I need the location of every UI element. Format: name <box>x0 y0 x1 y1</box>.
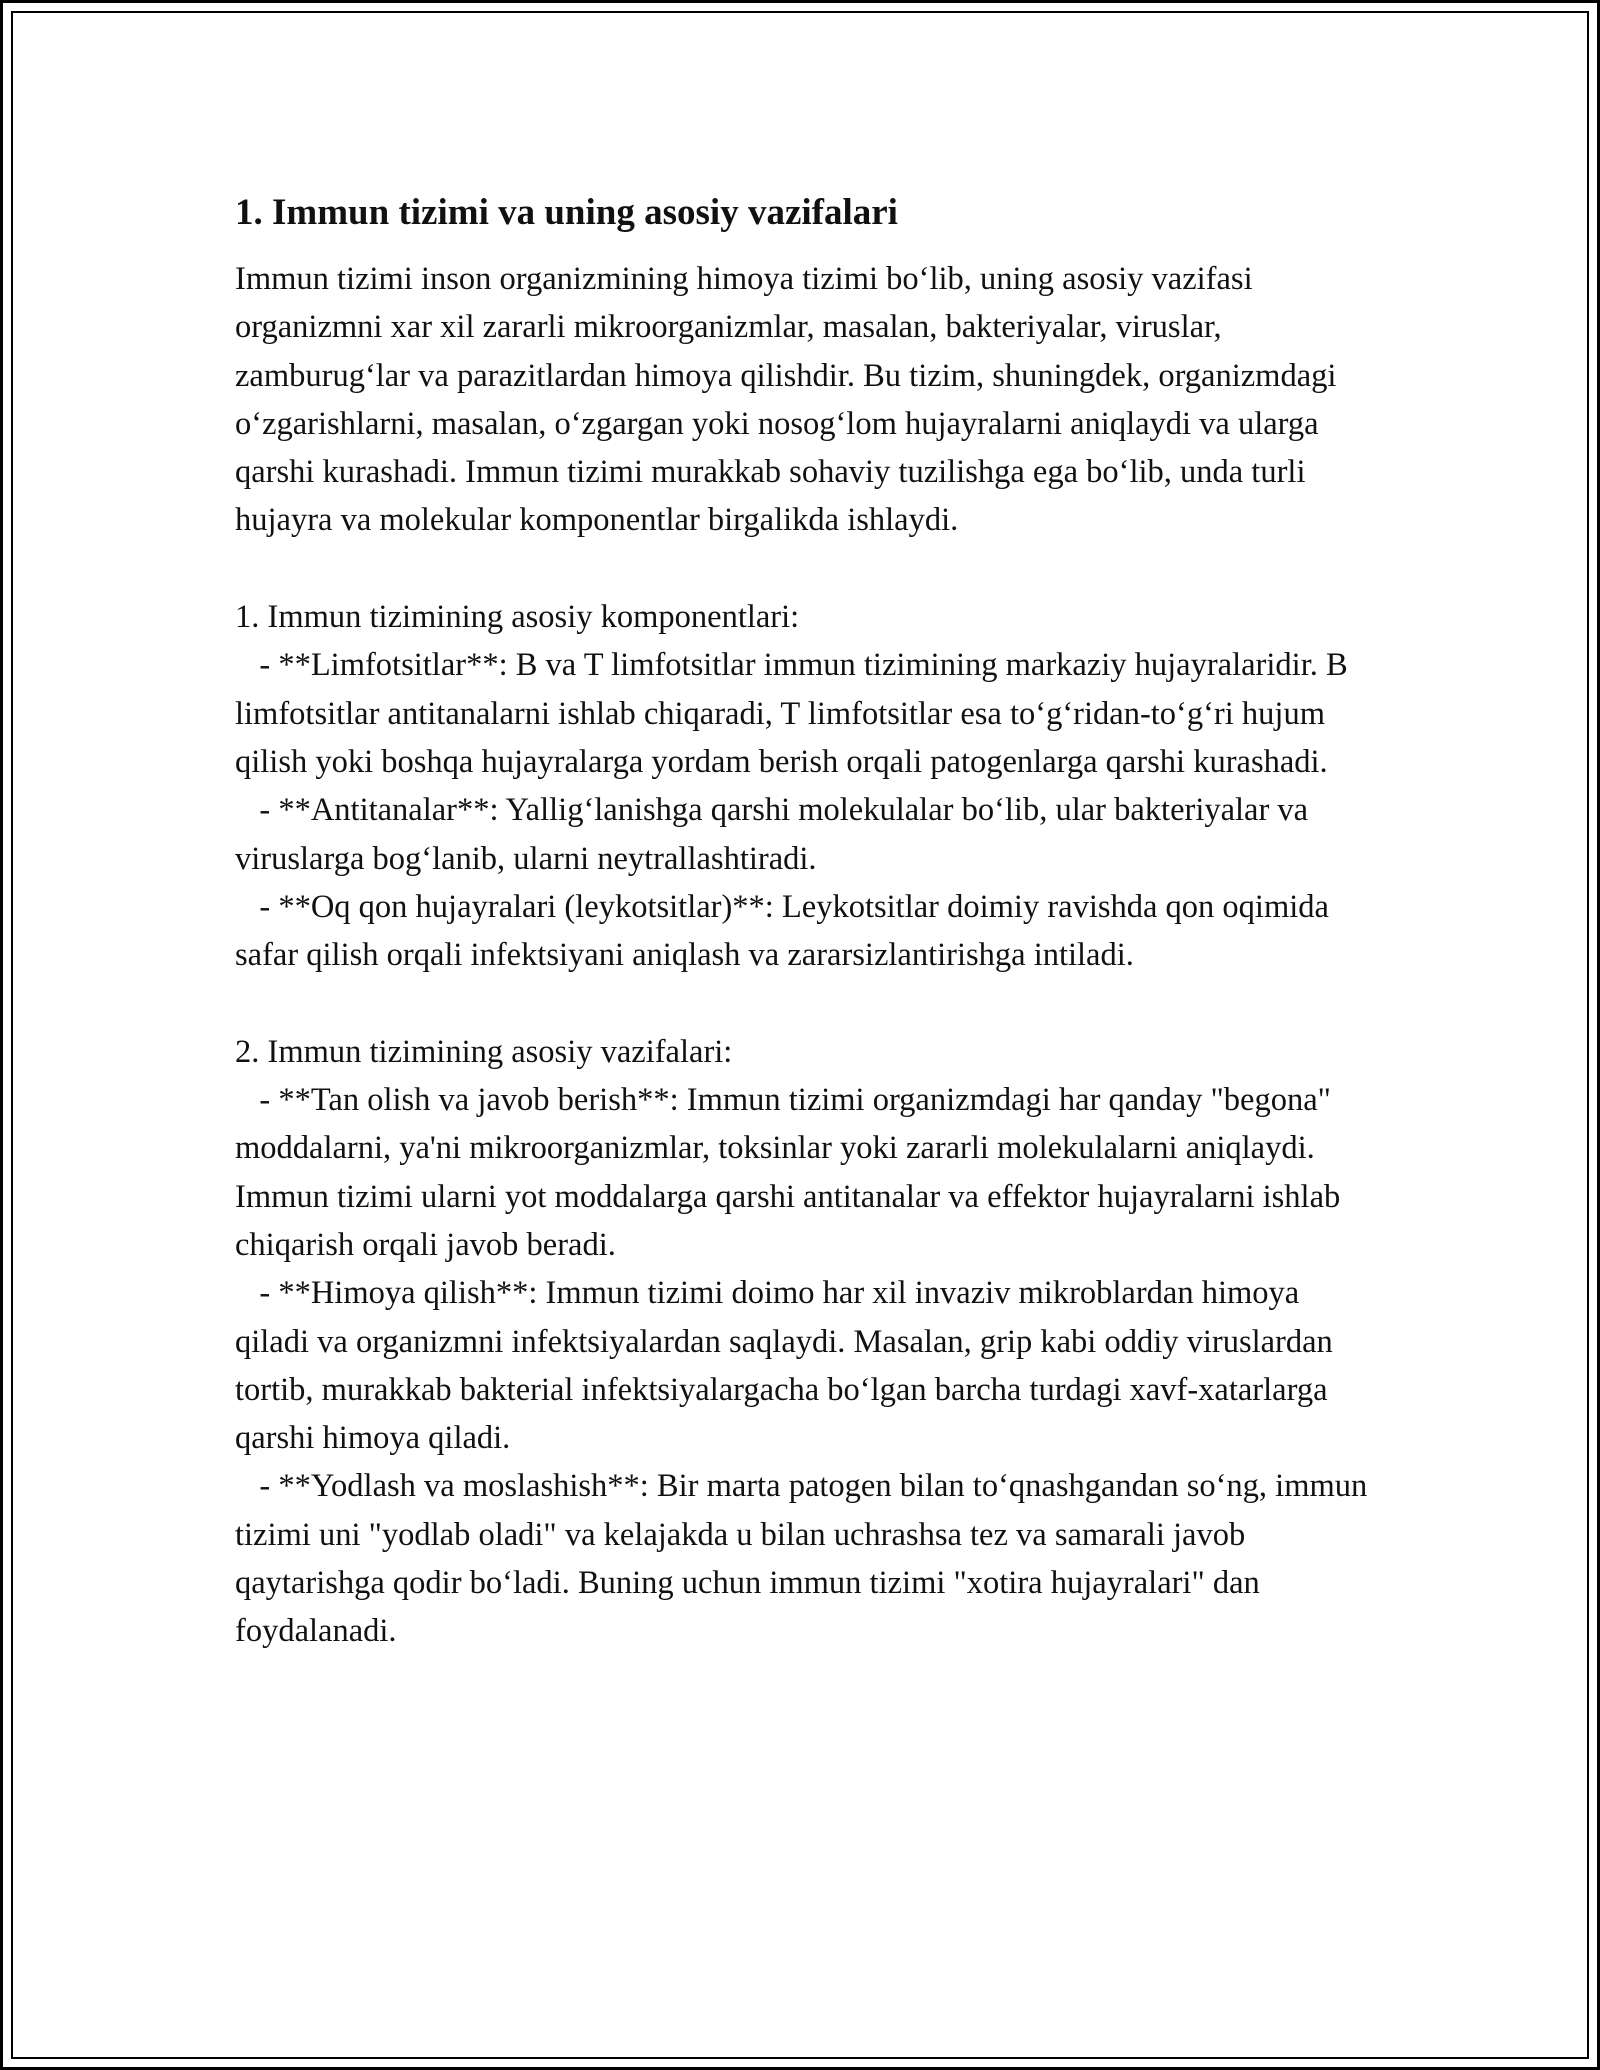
list-item: - **Oq qon hujayralari (leykotsitlar)**: Leykotsitlar doimiy ravishda qon oqimida safar qilish orqali infektsiyani aniqlash va zararsizlantirishga intiladi. <box>235 888 1338 974</box>
section-functions <box>235 1028 1375 1656</box>
document-title: 1. Immun tizimi va uning asosiy vazifalari <box>235 192 898 233</box>
section-components <box>235 593 1375 979</box>
section-heading: 2. Immun tizimining asosiy vazifalari: <box>235 1033 733 1070</box>
list-item: - **Antitanalar**: Yallig‘lanishga qarshi molekulalar bo‘lib, ular bakteriyalar va viruslarga bog‘lanib, ularni neytrallashtiradi. <box>235 792 1317 877</box>
list-item: - **Himoya qilish**: Immun tizimi doimo har xil invaziv mikroblardan himoya qiladi va organizmni infektsiyalardan saqlaydi. Masalan, grip kabi oddiy viruslardan tortib, murakkab bakterial infektsiyalargacha bo‘lgan barcha turdagi xavf-xatarlarga qarshi himoya qiladi. <box>235 1275 1341 1457</box>
paragraph-spacer <box>235 545 1375 593</box>
list-item: - **Limfotsitlar**: B va T limfotsitlar immun tizimining markaziy hujayralaridir. B limfotsitlar antitanalarni ishlab chiqaradi, T limfotsitlar esa to‘g‘ridan-to‘g‘ri hujum qilish yoki boshqa hujayralarga yordam berish orqali patogenlarga qarshi kurashadi. <box>235 647 1356 780</box>
paragraph-spacer <box>235 979 1375 1027</box>
list-item: - **Tan olish va javob berish**: Immun tizimi organizmdagi har qanday "begona" moddalarni, ya'ni mikroorganizmlar, toksinlar yoki zararli molekulalarni aniqlaydi. Immun tizimi ularni yot moddalarga qarshi antitanalar va effektor hujayralarni ishlab chiqarish orqali javob beradi. <box>235 1082 1349 1263</box>
intro-paragraph: Immun tizimi inson organizmining himoya tizimi bo‘lib, uning asosiy vazifasi organizmni xar xil zararli mikroorganizmlar, masalan, bakteriyalar, viruslar, zamburug‘lar va parazitlardan himoya qilishdir. Bu tizim, shuningdek, organizmdagi o‘zgarishlarni, masalan, o‘zgargan yoki nosog‘lom hujayralarni aniqlaydi va ularga qarshi kurashadi. Immun tizimi murakkab sohaviy tuzilishga ega bo‘lib, unda turli hujayra va molekular komponentlar birgalikda ishlaydi. <box>235 261 1337 539</box>
document-body <box>235 185 1375 1656</box>
list-item: - **Yodlash va moslashish**: Bir marta patogen bilan to‘qnashgandan so‘ng, immun tizimi uni "yodlab oladi" va kelajakda u bilan uchrashsa tez va samarali javob qaytarishga qodir bo‘ladi. Buning uchun immun tizimi "xotira hujayralari" dan foydalanadi. <box>235 1468 1376 1650</box>
section-heading: 1. Immun tizimining asosiy komponentlari: <box>235 599 800 636</box>
